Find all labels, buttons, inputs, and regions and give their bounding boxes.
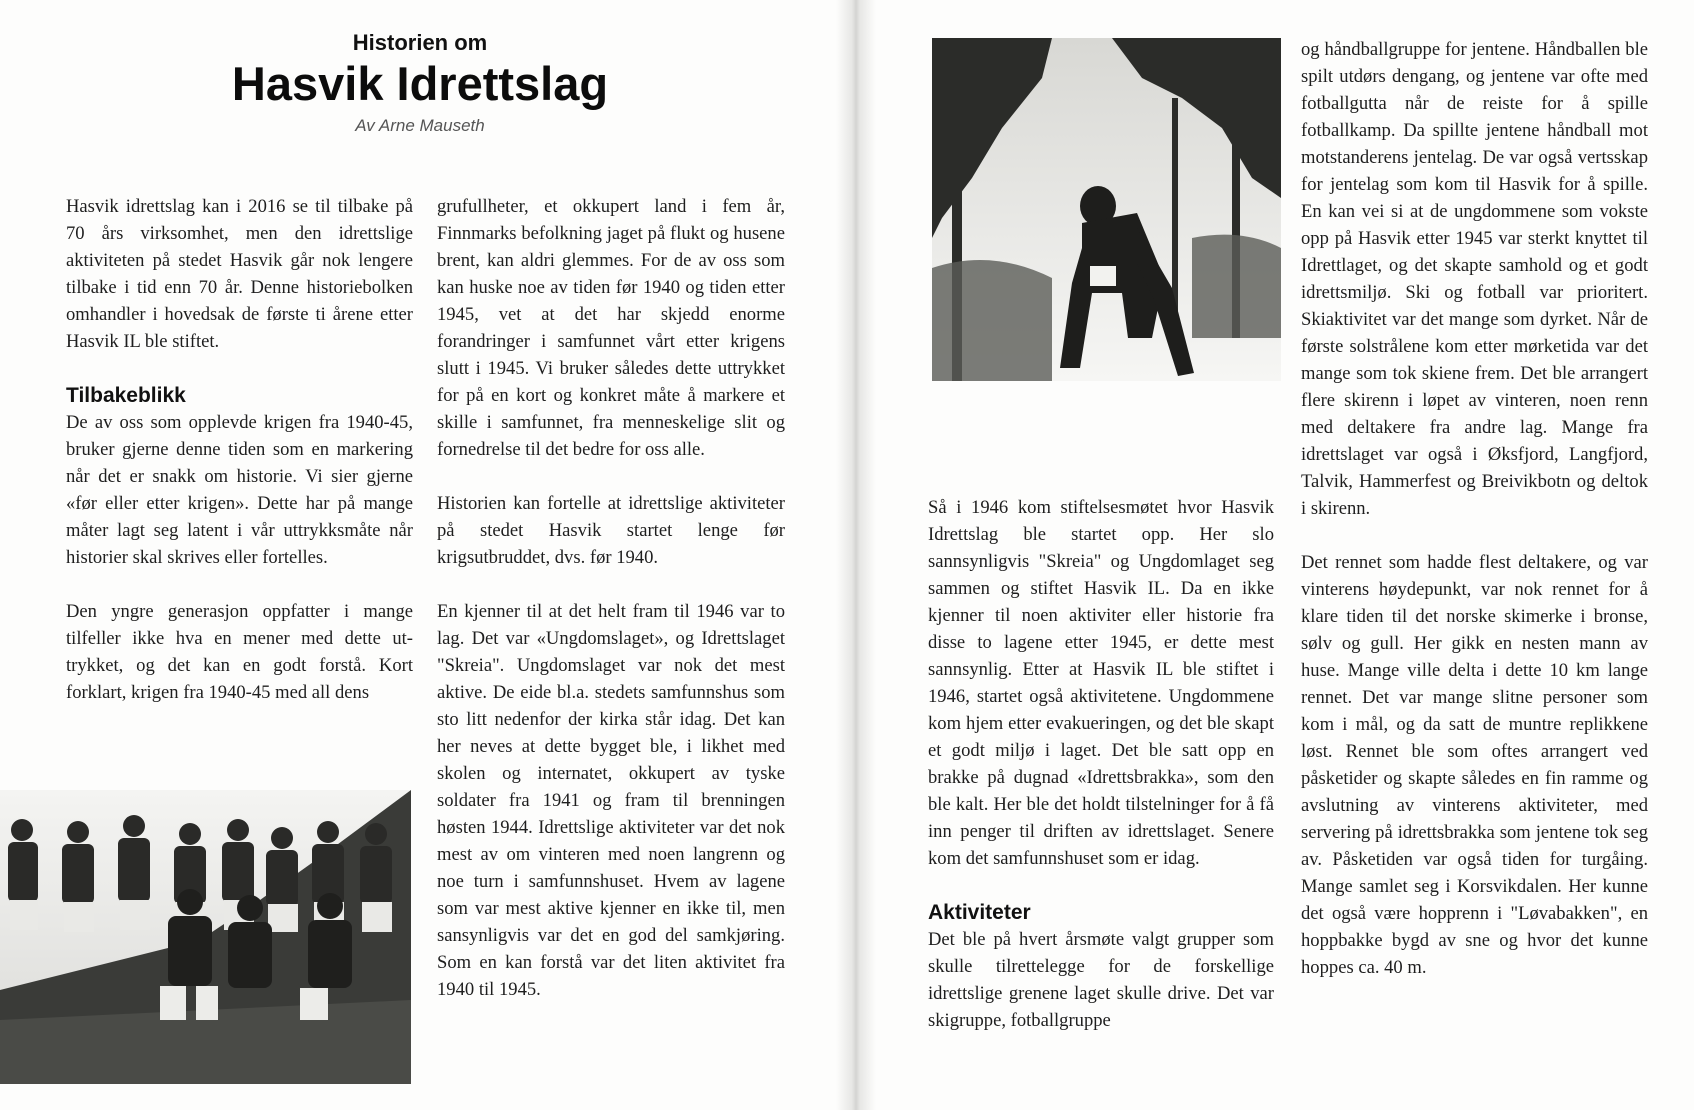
article-header — [60, 30, 780, 136]
paragraph: grufullheter, et okkupert land i fem år, Finnmarks befolkning jaget på flukt og husene brent, kan aldri glemmes. For de av oss som kan huske noe av tiden før 1940 og tiden etter 1945, vet at det har skjedd enorme forandringer i samfunnet vårt etter krigens slutt i 1945. Vi bruker således dette uttrykket for på en kort og konkret måte å markere et skille i samfunnet, fra menneskelige slit og fornedrelse til det bedre for oss alle. — [437, 196, 785, 460]
text-column-1 — [66, 193, 413, 706]
article-byline: Av Arne Mauseth — [355, 116, 485, 135]
paragraph: Det rennet som hadde flest deltakere, og var vinterens høydepunkt, var nok rennet for å klare tiden til det norske skimerke i bronse, sølv og gull. Her gikk en nesten mann av huse. Mange ville delta i dette 10 km lange rennet. Det var mange slitne personer som kom i mål, og da satt de muntre replikkene løst. Rennet ble som oftes arrangert ved påsketider og skapte således en fin ramme og avslutning av vinterens aktiviteter, med servering på idrettsbrakka som jentene tok seg av. Påsketiden var også tiden for turgåing. Mange samlet seg i Korsvikdalen. Her kunne det også være hopprenn i "Løvabakken", en hoppbakke bygd av sne og hvor det kunne hoppes ca. 40 m. — [1301, 552, 1648, 978]
paragraph: Den yngre generasjon oppfatter i mange tilfeller ikke hva en mener med dette uttrykket, og det kan en godt forstå. Kort forklart, krigen fra 1940-45 med all dens — [66, 601, 413, 703]
team-photo — [0, 790, 411, 1084]
article-title: Hasvik Idrettslag — [231, 57, 609, 110]
paragraph: Det ble på hvert årsmøte valgt grupper som skulle tilrettelegge for de forskellige idrettslige grenene laget skulle drive. Det var skigruppe, fotballgruppe — [928, 929, 1274, 1031]
text-column-4 — [1301, 36, 1648, 981]
text-column-3 — [928, 494, 1274, 1034]
paragraph: En kjenner til at det helt fram til 1946 var to lag. Det var «Ungdomslaget», og Idrettslaget "Skreia". Ungdomslaget var nok det mest aktive. De eide bl.a. stedets samfunnshus som sto litt nedenfor der kirka står idag. Det kan her neves at dette bygget ble, i likhet med skolen og internatet, okkupert av tyske soldater fra 1941 og fram til brenningen høsten 1944. Idrettslige aktiviteter var det nok mest av om vinteren med noen langrenn og noe turn i samfunnshuset. Hvem av lagene som var mest aktive kjenner en ikke til, men sansynligvis var det en god del samkjøring. Som en kan forstå var det liten aktivitet fra 1940 til 1945. — [437, 601, 785, 1000]
article-kicker: Historien om — [352, 30, 488, 55]
section-heading-aktiviteter: Aktiviteter — [928, 901, 1031, 924]
skier-photo — [932, 38, 1281, 381]
paragraph: Hasvik idrettslag kan i 2016 se til tilbake på 70 års virksomhet, men den idrettslige aktiviteten på stedet Hasvik går nok lengere tilbake i tid enn 70 år. Denne historiebolken omhandler i hovedsak de første ti årene etter Hasvik IL ble stiftet. — [66, 196, 413, 352]
paragraph: De av oss som opplevde krigen fra 1940-45, bruker gjerne denne tiden som en markering når det er snakk om historie. Vi sier gjerne «før eller etter krigen». Dette har på mange måter lagt seg latent i vår uttrykksmåte når historier skal skrives eller fortelles. — [66, 412, 413, 568]
paragraph: Historien kan fortelle at idrettslige aktiviteter på stedet Hasvik startet lenge før krigsutbruddet, dvs. før 1940. — [437, 493, 785, 568]
paragraph: Så i 1946 kom stiftelsesmøtet hvor Hasvik Idrettslag ble startet opp. Her slo sannsynligvis "Skreia" og Ungdomlaget seg sammen og stiftet Hasvik IL. Da en ikke kjenner til noen aktiviter eller historie fra disse to lagene etter 1945, er dette mest sannsynlig. Etter at Hasvik IL ble stiftet i 1946, startet også aktivitetene. Ungdommene kom hjem etter evakueringen, og det ble skapt et godt miljø i laget. Det ble satt opp en brakke på dugnad «Idrettsbrakka», som den ble kalt. Her ble det holdt tilstelninger for å få inn penger til driften av idrettslaget. Senere kom det samfunnshuset som er idag. — [928, 497, 1274, 869]
book-gutter — [836, 0, 876, 1110]
text-column-2 — [437, 193, 785, 1003]
section-heading-tilbakeblikk: Tilbakeblikk — [66, 384, 186, 407]
paragraph: og håndballgruppe for jentene. Håndballen ble spilt utdørs dengang, og jentene var ofte med fotballgutta når de reiste for å spille fotballkamp. Da spillte jentene håndball mot motstanderens jentelag. De var også vertsskap for jentelag som kom til Hasvik for å spille. En kan vei si at de ungdommene som vokste opp på Hasvik etter 1945 var sterkt knyttet til Idrettlaget, og det skapte samhold og et godt idrettsmiljø. Ski og fotball var prioritert. Skiaktivitet var det mange som dyrket. Når de første solstrålene kom etter mørketida var det mange som tok skiene frem. Det ble arrangert flere skirenn i løpet av vinteren, noen renn med deltakere fra andre lag. Mange fra idrettslaget var også i Øksfjord, Langfjord, Talvik, Hammerfest og Breivikbotn og deltok i skirenn. — [1301, 39, 1648, 519]
